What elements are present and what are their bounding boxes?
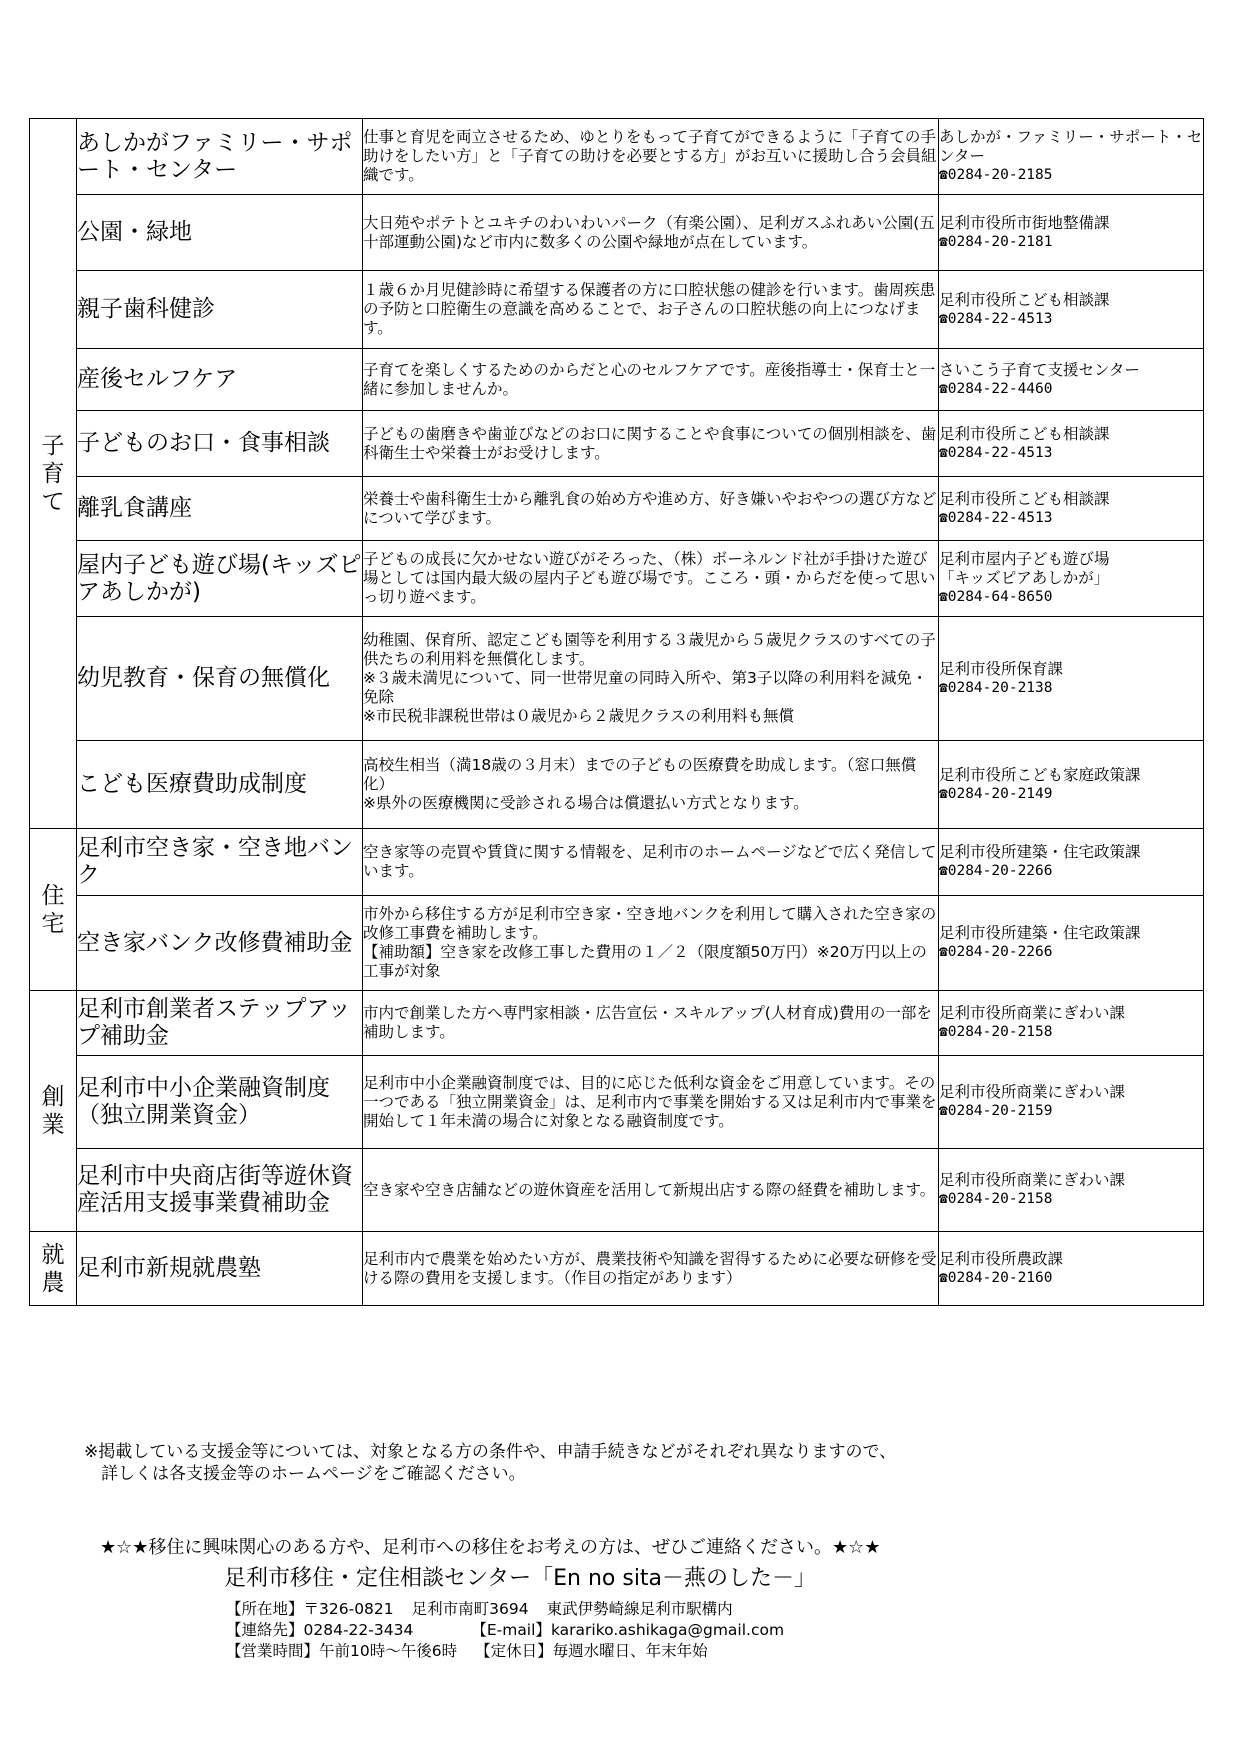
consultation-center-name: 足利市移住・定住相談センター「En no sita－燕のした－」 — [224, 1566, 817, 1591]
closed-label: 【定休日】 — [475, 1642, 553, 1660]
program-description: 空き家や空き店舗などの遊休資産を活用して新規出店する際の経費を補助します。 — [363, 1149, 939, 1232]
support-table-body — [30, 119, 1204, 1306]
contact-cell — [939, 617, 1204, 741]
program-description: 子育てを楽しくするためのからだと心のセルフケアです。産後指導士・保育士と一緒に参加しませんか。 — [363, 349, 939, 411]
contact-cell — [939, 991, 1204, 1056]
contact-phone: ☎0284-20-2138 — [939, 679, 1053, 696]
contact-phone: ☎0284-22-4460 — [939, 380, 1053, 397]
category-label: 子育て — [41, 432, 65, 515]
category-cell — [30, 991, 77, 1232]
table-row — [30, 896, 1204, 991]
phone-number: 0284-22-3434 — [303, 1621, 414, 1639]
table-row — [30, 195, 1204, 271]
program-description: 仕事と育児を両立させるため、ゆとりをもって子育てができるように「子育ての手助けをしたい方」と「子育ての助けを必要とする方」がお互いに援助し合う会員組織です。 — [363, 119, 939, 195]
program-name: 空き家バンク改修費補助金 — [77, 896, 363, 991]
contact-phone: ☎0284-22-4513 — [939, 444, 1053, 461]
program-description: 高校生相当（満18歳の３月末）までの子どもの医療費を助成します。（窓口無償化） ※県外の医療機関に受診される場合は償還払い方式となります。 — [363, 741, 939, 829]
contact-phone: ☎0284-20-2181 — [939, 233, 1053, 250]
program-name: 足利市中小企業融資制度（独立開業資金） — [77, 1056, 363, 1149]
program-name: 足利市新規就農塾 — [77, 1232, 363, 1306]
program-description: 子どもの歯磨きや歯並びなどのお口に関することや食事についての個別相談を、歯科衛生士や栄養士がお受けします。 — [363, 411, 939, 477]
contact-organization: 足利市役所市街地整備課 — [939, 213, 1110, 232]
phone-label: 【連絡先】 — [226, 1621, 304, 1639]
business-hours: 午前10時～午後6時 — [319, 1642, 458, 1660]
contact-organization: 足利市役所保育課 — [939, 659, 1064, 678]
category-label: 創業 — [41, 1084, 65, 1138]
contact-organization: あしかが・ファミリー・サポート・センター — [939, 128, 1203, 165]
contact-organization: さいこう子育て支援センター — [939, 360, 1140, 379]
disclaimer-note: ※掲載している支援金等については、対象となる方の条件や、申請手続きなどがそれぞれ異なりますので、 詳しくは各支援金等のホームページをご確認ください。 — [84, 1442, 897, 1484]
program-description: 市内で創業した方へ専門家相談・広告宣伝・スキルアップ(人材育成)費用の一部を補助します。 — [363, 991, 939, 1056]
support-table — [29, 118, 1204, 1306]
closed-days: 毎週水曜日、年末年始 — [552, 1642, 708, 1660]
contact-cell — [939, 1232, 1204, 1306]
table-row — [30, 119, 1204, 195]
contact-cell — [939, 195, 1204, 271]
program-name: 離乳食講座 — [77, 477, 363, 541]
contact-cell — [939, 896, 1204, 991]
table-row — [30, 991, 1204, 1056]
program-name: 足利市創業者ステップアップ補助金 — [77, 991, 363, 1056]
contact-organization: 足利市役所商業にぎわい課 — [939, 1171, 1126, 1189]
contact-phone: ☎0284-64-8650 — [939, 589, 1053, 605]
hours-label: 【営業時間】 — [226, 1642, 320, 1660]
program-name: 屋内子ども遊び場(キッズピアあしかが) — [77, 541, 363, 617]
address-place: 東武伊勢崎線足利市駅構内 — [546, 1600, 733, 1618]
address-label: 【所在地】 — [226, 1600, 304, 1618]
contact-organization: 足利市役所建築・住宅政策課 — [939, 843, 1141, 861]
program-description: 子どもの成長に欠かせない遊びがそろった、（株）ボーネルンド社が手掛けた遊び場としては国内最大級の屋内子ども遊び場です。こころ・頭・からだを使って思いっ切り遊べます。 — [363, 541, 939, 617]
contact-cell — [939, 741, 1204, 829]
program-name: 公園・緑地 — [77, 195, 363, 271]
contact-phone: ☎0284-20-2149 — [939, 785, 1053, 802]
contact-cell — [939, 829, 1204, 896]
category-label: 就農 — [41, 1241, 65, 1296]
contact-phone: ☎0284-20-2158 — [939, 1024, 1053, 1040]
category-cell — [30, 119, 77, 829]
program-description: 大日苑やポテトとユキチのわいわいパーク（有楽公園）、足利ガスふれあい公園(五十部運動公園)など市内に数多くの公園や緑地が点在しています。 — [363, 195, 939, 271]
table-row — [30, 829, 1204, 896]
contact-organization: 足利市役所こども相談課 — [939, 290, 1110, 309]
contact-organization: 足利市役所農政課 — [939, 1249, 1064, 1268]
contact-phone: ☎0284-20-2185 — [939, 167, 1053, 183]
contact-phone: ☎0284-20-2266 — [939, 863, 1053, 879]
contact-cell — [939, 477, 1204, 541]
table-row — [30, 541, 1204, 617]
contact-cell — [939, 541, 1204, 617]
program-name: 足利市中央商店街等遊休資産活用支援事業費補助金 — [77, 1149, 363, 1232]
contact-organization: 足利市役所商業にぎわい課 — [939, 1004, 1126, 1022]
program-description: 足利市内で農業を始めたい方が、農業技術や知識を習得するために必要な研修を受ける際の費用を支援します。（作目の指定があります） — [363, 1232, 939, 1306]
contact-phone: ☎0284-20-2266 — [939, 944, 1053, 960]
contact-organization: 足利市役所商業にぎわい課 — [939, 1083, 1126, 1101]
program-name: 親子歯科健診 — [77, 271, 363, 349]
center-info — [226, 1599, 784, 1662]
table-row — [30, 617, 1204, 741]
contact-organization: 足利市屋内子ども遊び場 「キッズピアあしかが」 — [939, 550, 1110, 587]
contact-appeal: ★☆★移住に興味関心のある方や、足利市への移住をお考えの方は、ぜひご連絡ください。★☆★ — [100, 1537, 881, 1558]
program-description: 足利市中小企業融資制度では、目的に応じた低利な資金をご用意しています。その一つである「独立開業資金」は、足利市内で事業を開始する又は足利市内で事業を開始して１年未満の場合に対象となる融資制度です。 — [363, 1056, 939, 1149]
table-row — [30, 1056, 1204, 1149]
program-name: 産後セルフケア — [77, 349, 363, 411]
email-address: karariko.ashikaga@gmail.com — [550, 1621, 785, 1639]
address-postal: 〒326-0821 — [303, 1600, 394, 1618]
contact-cell — [939, 1056, 1204, 1149]
category-cell — [30, 1232, 77, 1306]
address-line — [226, 1599, 784, 1620]
contact-organization: 足利市役所建築・住宅政策課 — [939, 924, 1141, 942]
table-row — [30, 741, 1204, 829]
contact-cell — [939, 119, 1204, 195]
table-row — [30, 349, 1204, 411]
contact-organization: 足利市役所こども相談課 — [939, 489, 1110, 508]
table-row — [30, 411, 1204, 477]
program-description: 幼稚園、保育所、認定こども園等を利用する３歳児から５歳児クラスのすべての子供たちの利用料を無償化します。 ※３歳未満児について、同一世帯児童の同時入所や、第3子以降の利用料を減免・免除 ※市民税非課税世帯は０歳児から２歳児クラスの利用料も無償 — [363, 617, 939, 741]
contact-phone: ☎0284-20-2160 — [939, 1269, 1053, 1286]
table-row — [30, 271, 1204, 349]
program-name: あしかがファミリー・サポート・センター — [77, 119, 363, 195]
contact-organization: 足利市役所こども家庭政策課 — [939, 765, 1141, 784]
contact-phone: ☎0284-22-4513 — [939, 310, 1053, 327]
contact-organization: 足利市役所こども相談課 — [939, 424, 1110, 443]
category-cell — [30, 829, 77, 991]
program-name: 足利市空き家・空き地バンク — [77, 829, 363, 896]
program-description: １歳６か月児健診時に希望する保護者の方に口腔状態の健診を行います。歯周疾患の予防と口腔衛生の意識を高めることで、お子さんの口腔状態の向上につなげます。 — [363, 271, 939, 349]
program-description: 栄養士や歯科衛生士から離乳食の始め方や進め方、好き嫌いやおやつの選び方などについて学びます。 — [363, 477, 939, 541]
contact-cell — [939, 349, 1204, 411]
table-row — [30, 1232, 1204, 1306]
contact-phone: ☎0284-22-4513 — [939, 509, 1053, 526]
contact-cell — [939, 1149, 1204, 1232]
table-row — [30, 1149, 1204, 1232]
address-city: 足利市南町3694 — [411, 1600, 529, 1618]
phone-line — [226, 1620, 784, 1641]
program-description: 空き家等の売買や賃貸に関する情報を、足利市のホームページなどで広く発信しています。 — [363, 829, 939, 896]
contact-cell — [939, 411, 1204, 477]
contact-phone: ☎0284-20-2159 — [939, 1103, 1053, 1119]
table-row — [30, 477, 1204, 541]
email-label: 【E-mail】 — [471, 1621, 551, 1639]
program-name: 幼児教育・保育の無償化 — [77, 617, 363, 741]
program-description: 市外から移住する方が足利市空き家・空き地バンクを利用して購入された空き家の改修工事費を補助します。 【補助額】空き家を改修工事した費用の１／２（限度額50万円）※20万円以上の工事が対象 — [363, 896, 939, 991]
category-label: 住宅 — [41, 882, 65, 937]
contact-phone: ☎0284-20-2158 — [939, 1191, 1053, 1207]
hours-line — [226, 1641, 784, 1662]
program-name: 子どものお口・食事相談 — [77, 411, 363, 477]
program-name: こども医療費助成制度 — [77, 741, 363, 829]
contact-cell — [939, 271, 1204, 349]
